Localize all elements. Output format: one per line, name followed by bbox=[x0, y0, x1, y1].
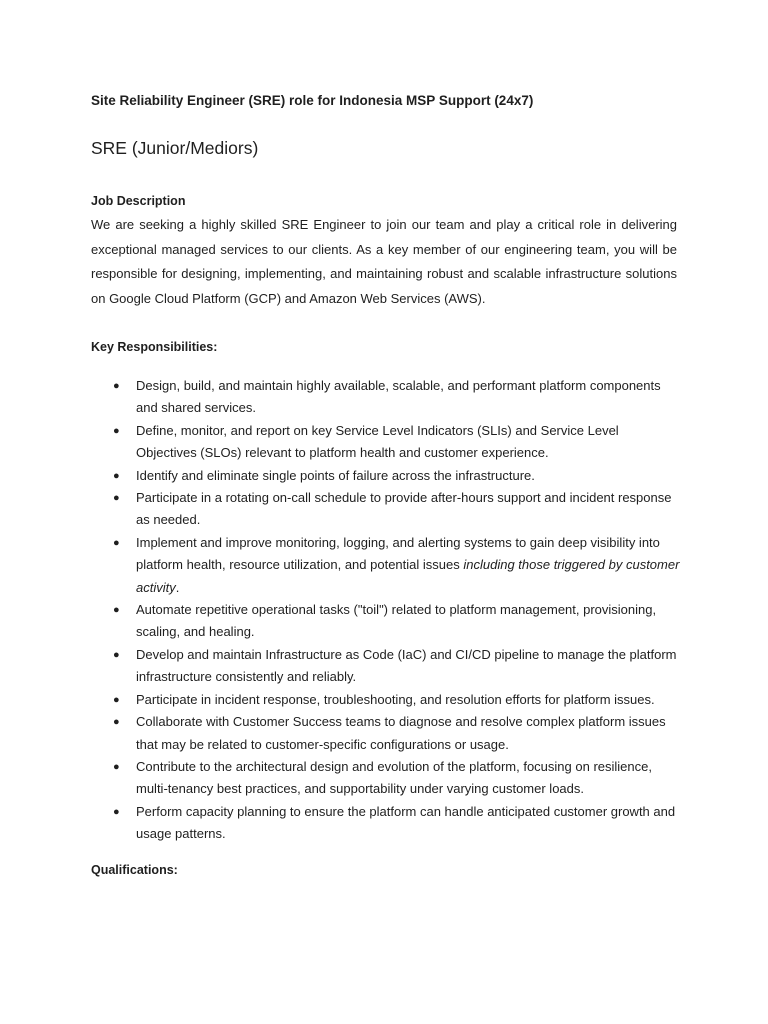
bullet-icon: ● bbox=[113, 760, 120, 773]
job-description-heading: Job Description bbox=[91, 194, 186, 208]
bullet-icon: ● bbox=[113, 424, 120, 437]
list-item-text-suffix: . bbox=[175, 579, 180, 595]
list-item-text bbox=[136, 535, 679, 595]
document-subtitle: SRE (Junior/Mediors) bbox=[91, 138, 259, 158]
list-item bbox=[91, 465, 681, 487]
bullet-icon: ● bbox=[113, 492, 120, 505]
list-item bbox=[91, 801, 681, 846]
list-item-text: Identify and eliminate single points of failure across the infrastructure. bbox=[136, 467, 535, 483]
bullet-icon: ● bbox=[113, 805, 120, 818]
list-item-text: Perform capacity planning to ensure the platform can handle anticipated customer growth and usage patterns. bbox=[136, 803, 676, 842]
list-item bbox=[91, 532, 681, 599]
list-item bbox=[91, 375, 681, 420]
list-item-text: Participate in a rotating on-call schedule to provide after-hours support and incident response as needed. bbox=[136, 490, 672, 528]
list-item-text-italic: including those triggered by customer activity bbox=[136, 557, 680, 595]
list-item-text: Develop and maintain Infrastructure as Code (IaC) and CI/CD pipeline to manage the platform infrastructure consistently and reliably. bbox=[136, 646, 677, 685]
list-item-text-main: Implement and improve monitoring, logging, and alerting systems to gain deep visibility into platform health, resource utilization, and potential issues bbox=[136, 534, 660, 573]
list-item bbox=[91, 689, 681, 711]
bullet-icon: ● bbox=[113, 380, 120, 392]
bullet-icon: ● bbox=[113, 536, 120, 549]
document-title: Site Reliability Engineer (SRE) role for Indonesia MSP Support (24x7) bbox=[91, 93, 534, 108]
bullet-icon: ● bbox=[113, 693, 120, 706]
list-item bbox=[91, 644, 681, 689]
responsibilities-list bbox=[91, 375, 681, 846]
list-item-text: Automate repetitive operational tasks ("toil") related to platform management, provisioning, scaling, and healing. bbox=[136, 602, 657, 640]
list-item bbox=[91, 599, 681, 644]
list-item-text: Collaborate with Customer Success teams to diagnose and resolve complex platform issues that may be related to customer-specific configurations or usage. bbox=[136, 714, 666, 752]
bullet-icon: ● bbox=[113, 648, 120, 661]
list-item-text: Participate in incident response, troubleshooting, and resolution efforts for platform issues. bbox=[136, 691, 655, 707]
list-item-text: Define, monitor, and report on key Service Level Indicators (SLIs) and Service Level Objectives (SLOs) relevant to platform health and customer experience. bbox=[136, 422, 619, 461]
bullet-icon: ● bbox=[113, 604, 120, 617]
list-item-text: Design, build, and maintain highly available, scalable, and performant platform components and shared services. bbox=[136, 378, 661, 416]
list-item bbox=[91, 420, 681, 465]
qualifications-heading: Qualifications: bbox=[91, 863, 178, 877]
list-item bbox=[91, 711, 681, 756]
list-item bbox=[91, 756, 681, 801]
list-item-text: Contribute to the architectural design and evolution of the platform, focusing on resilience, multi-tenancy best practices, and supportability under varying customer loads. bbox=[136, 758, 652, 797]
job-description-text: We are seeking a highly skilled SRE Engineer to join our team and play a critical role in delivering exceptional managed services to our clients. As a key member of our engineering team, you will be responsible for designing, implementing, and maintaining robust and scalable infrastructure solutions on Google Cloud Platform (GCP) and Amazon Web Services (AWS). bbox=[91, 217, 677, 306]
bullet-icon: ● bbox=[113, 716, 120, 729]
bullet-icon: ● bbox=[113, 469, 120, 482]
list-item bbox=[91, 487, 681, 532]
key-responsibilities-heading: Key Responsibilities: bbox=[91, 340, 218, 354]
